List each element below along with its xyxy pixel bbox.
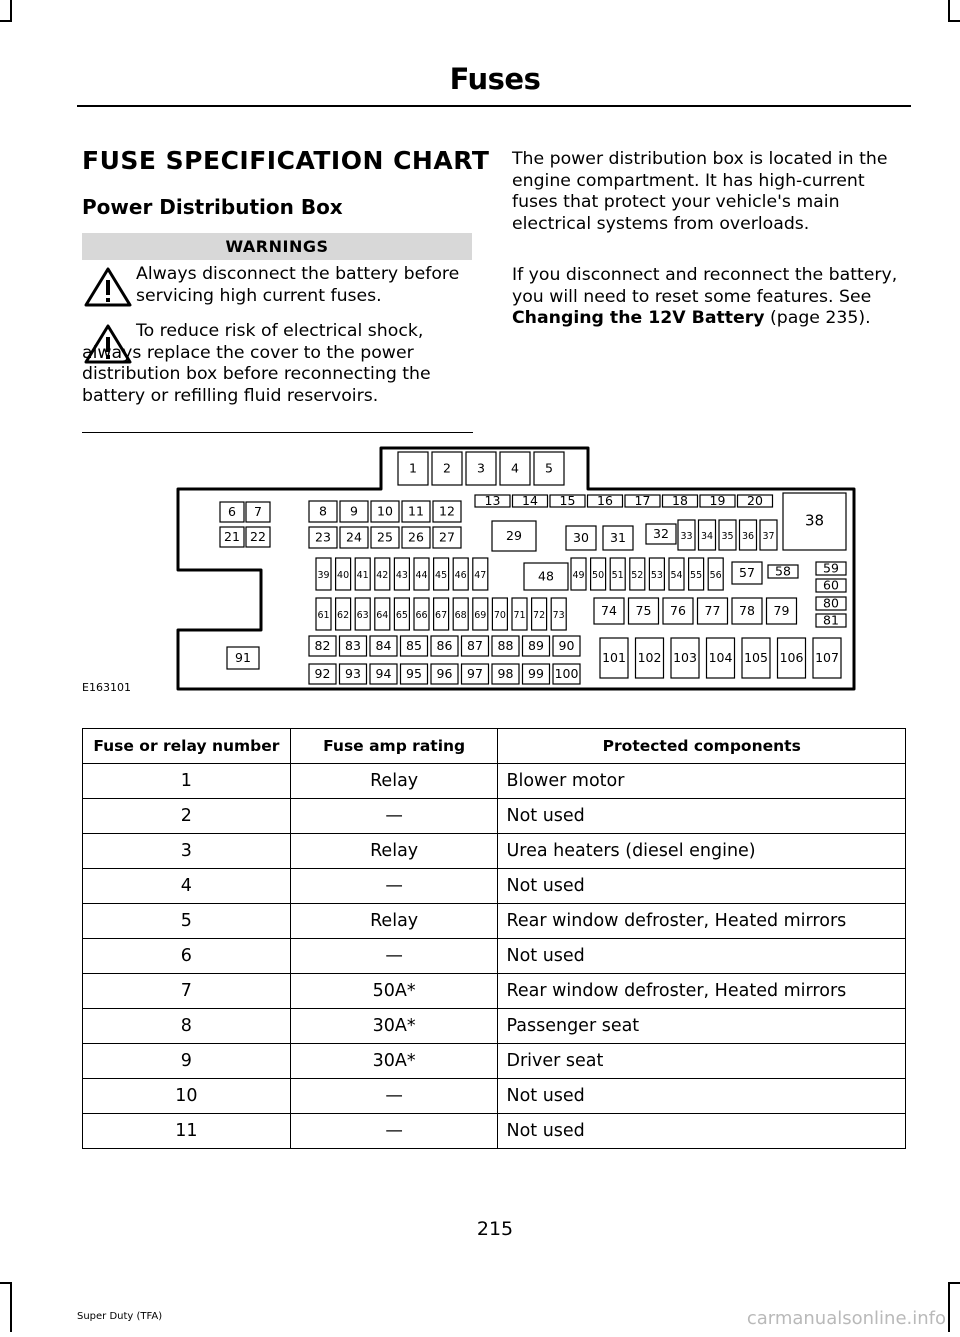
- amp-rating-cell: —: [290, 869, 498, 904]
- fuse-label: 50: [592, 570, 605, 581]
- fuse-label: 4: [511, 460, 519, 476]
- warning-text: To reduce risk of electrical shock, always replace the cover to the power distribution box before reconnecting the battery or refilling fluid reservoirs.: [82, 321, 431, 406]
- section-subtitle: Power Distribution Box: [82, 195, 343, 219]
- intro-text: (page 235).: [764, 308, 871, 328]
- protected-components-cell: Passenger seat: [498, 1009, 906, 1044]
- intro-text: If you disconnect and reconnect the battery, you will need to reset some features. See: [512, 265, 898, 307]
- fuse-label: 13: [484, 493, 501, 508]
- fuse-label: 26: [408, 529, 424, 545]
- fuse-label: 86: [436, 638, 453, 653]
- fuse-label: 100: [554, 666, 579, 681]
- fuse-label: 64: [376, 610, 389, 621]
- header-divider: [77, 105, 911, 107]
- amp-rating-cell: 30A*: [290, 1044, 498, 1079]
- fuse-label: 78: [739, 603, 755, 618]
- crop-mark: [10, 1282, 12, 1332]
- fuse-label: 73: [552, 610, 565, 621]
- fuse-label: 88: [497, 638, 514, 653]
- fuse-label: 22: [250, 529, 266, 544]
- warnings-divider: [82, 432, 473, 433]
- intro-paragraph: [512, 265, 907, 330]
- section-title: FUSE SPECIFICATION CHART: [82, 146, 490, 175]
- fuse-label: 31: [610, 530, 626, 545]
- fuse-label: 40: [337, 570, 350, 581]
- watermark: carmanualsonline.info: [746, 1308, 946, 1329]
- fuse-number-cell: 1: [83, 764, 291, 799]
- fuse-label: 94: [375, 666, 392, 681]
- fuse-label: 17: [634, 493, 651, 508]
- fuse-label: 90: [558, 638, 575, 653]
- fuse-label: 106: [779, 650, 804, 665]
- fuse-number-cell: 2: [83, 799, 291, 834]
- fuse-number-cell: 9: [83, 1044, 291, 1079]
- fuse-label: 79: [773, 603, 790, 618]
- fuse-label: 84: [375, 638, 392, 653]
- cross-reference-link[interactable]: Changing the 12V Battery: [512, 308, 765, 328]
- fuse-label: 67: [435, 610, 448, 621]
- fuse-label: 43: [395, 570, 408, 581]
- crop-mark: [948, 1282, 960, 1284]
- table-row: [83, 939, 906, 974]
- footer-edition: Super Duty (TFA): [77, 1311, 163, 1322]
- crop-mark: [948, 0, 950, 22]
- fuse-label: 96: [436, 666, 453, 681]
- page-header-title: Fuses: [449, 62, 541, 96]
- amp-rating-cell: Relay: [290, 764, 498, 799]
- fuse-label: 45: [435, 570, 448, 581]
- table-header-row: [83, 729, 906, 764]
- fuse-label: 62: [337, 610, 350, 621]
- amp-rating-cell: —: [290, 939, 498, 974]
- column-header: Protected components: [498, 729, 906, 764]
- fuse-label: 103: [673, 650, 697, 665]
- fuse-label: 55: [690, 570, 703, 581]
- fuse-label: 36: [741, 531, 755, 542]
- fuse-label: 42: [376, 570, 389, 581]
- fuse-label: 19: [709, 493, 726, 508]
- fuse-label: 15: [559, 493, 576, 508]
- fuse-label: 69: [474, 610, 487, 621]
- fuse-label: 37: [762, 531, 775, 542]
- fuse-label: 63: [356, 610, 369, 621]
- table-row: [83, 1114, 906, 1149]
- protected-components-cell: Rear window defroster, Heated mirrors: [498, 904, 906, 939]
- fuse-label: 92: [314, 666, 331, 681]
- fuse-label: 68: [454, 610, 467, 621]
- fuse-label: 105: [744, 650, 768, 665]
- fuse-label: 25: [377, 529, 393, 545]
- fuse-label: 97: [467, 666, 483, 681]
- fuse-label: 38: [804, 511, 825, 530]
- amp-rating-cell: —: [290, 1114, 498, 1149]
- fuse-label: 33: [680, 531, 693, 542]
- fuse-label: 16: [597, 493, 613, 508]
- protected-components-cell: Not used: [498, 939, 906, 974]
- fuse-label: 58: [775, 563, 791, 579]
- fuse-number-cell: 3: [83, 834, 291, 869]
- fuse-label: 72: [533, 610, 546, 621]
- fuse-label: 60: [823, 577, 839, 593]
- fuse-label: 56: [709, 570, 722, 581]
- table-row: [83, 834, 906, 869]
- table-row: [83, 1079, 906, 1114]
- fuse-label: 52: [631, 570, 644, 581]
- fuse-number-cell: 11: [83, 1114, 291, 1149]
- fuse-label: 46: [454, 570, 467, 581]
- column-header: Fuse amp rating: [290, 729, 498, 764]
- fuse-label: 70: [493, 610, 506, 621]
- fuse-label: 1: [409, 460, 417, 476]
- warning-text: Always disconnect the battery before servicing high current fuses.: [136, 264, 460, 306]
- fuse-label: 47: [474, 570, 487, 581]
- fuse-label: 98: [497, 666, 514, 681]
- fuse-label: 34: [700, 531, 714, 542]
- protected-components-cell: Driver seat: [498, 1044, 906, 1079]
- fuse-label: 59: [823, 560, 839, 576]
- fuse-box-diagram: [82, 440, 912, 700]
- fuse-label: 54: [670, 570, 683, 581]
- fuse-label: 89: [528, 638, 544, 653]
- fuse-label: 2: [443, 460, 451, 476]
- fuse-label: 107: [815, 650, 839, 665]
- fuse-label: 14: [522, 493, 538, 508]
- fuse-label: 95: [406, 666, 422, 681]
- amp-rating-cell: —: [290, 1079, 498, 1114]
- fuse-label: 23: [315, 529, 331, 545]
- fuse-label: 81: [823, 612, 839, 628]
- fuse-label: 24: [346, 529, 362, 545]
- diagram-code: E163101: [82, 681, 131, 694]
- fuse-label: 76: [670, 603, 686, 618]
- crop-mark: [10, 0, 12, 22]
- fuse-label: 104: [708, 650, 733, 665]
- table-row: [83, 1044, 906, 1079]
- fuse-label: 77: [704, 603, 721, 618]
- page-number: 215: [476, 1218, 514, 1240]
- fuse-label: 93: [345, 666, 361, 681]
- fuse-label: 11: [408, 503, 424, 519]
- fuse-label: 44: [415, 570, 428, 581]
- fuse-number-cell: 5: [83, 904, 291, 939]
- warning-triangle-icon: [84, 266, 132, 308]
- warnings-heading: WARNINGS: [82, 233, 472, 260]
- fuse-label: 12: [439, 503, 455, 519]
- fuse-label: 83: [345, 638, 361, 653]
- fuse-label: 85: [406, 638, 422, 653]
- fuse-label: 99: [528, 666, 544, 681]
- fuse-number-cell: 4: [83, 869, 291, 904]
- fuse-label: 18: [672, 493, 688, 508]
- crop-mark: [948, 20, 960, 22]
- fuse-label: 32: [653, 526, 669, 541]
- fuse-label: 39: [317, 570, 330, 581]
- protected-components-cell: Urea heaters (diesel engine): [498, 834, 906, 869]
- amp-rating-cell: 30A*: [290, 1009, 498, 1044]
- fuse-label: 74: [601, 603, 617, 618]
- protected-components-cell: Not used: [498, 1114, 906, 1149]
- table-row: [83, 764, 906, 799]
- fuse-label: 27: [439, 529, 455, 545]
- fuse-label: 8: [319, 503, 327, 519]
- fuse-label: 7: [254, 504, 262, 519]
- fuse-label: 20: [747, 493, 763, 508]
- fuse-number-cell: 10: [83, 1079, 291, 1114]
- table-row: [83, 1009, 906, 1044]
- crop-mark: [0, 1282, 12, 1284]
- crop-mark: [0, 20, 12, 22]
- fuse-label: 41: [356, 570, 369, 581]
- fuse-label: 35: [721, 531, 734, 542]
- fuse-label: 61: [317, 610, 330, 621]
- fuse-label: 9: [350, 503, 358, 519]
- protected-components-cell: Not used: [498, 869, 906, 904]
- fuse-label: 102: [637, 650, 662, 665]
- fuse-number-cell: 8: [83, 1009, 291, 1044]
- fuse-label: 29: [506, 528, 522, 543]
- protected-components-cell: Not used: [498, 1079, 906, 1114]
- fuse-label: 48: [538, 568, 554, 584]
- fuse-label: 66: [415, 610, 428, 621]
- amp-rating-cell: Relay: [290, 904, 498, 939]
- protected-components-cell: Rear window defroster, Heated mirrors: [498, 974, 906, 1009]
- fuse-label: 82: [314, 638, 331, 653]
- fuse-label: 57: [739, 565, 755, 580]
- fuse-label: 49: [572, 570, 585, 581]
- fuse-label: 80: [823, 595, 839, 611]
- crop-mark: [948, 1282, 950, 1332]
- fuse-label: 71: [513, 610, 526, 621]
- fuse-label: 53: [650, 570, 663, 581]
- fuse-table: [82, 728, 906, 1149]
- amp-rating-cell: 50A*: [290, 974, 498, 1009]
- column-header: Fuse or relay number: [83, 729, 291, 764]
- fuse-label: 51: [611, 570, 624, 581]
- fuse-label: 87: [467, 638, 483, 653]
- table-row: [83, 869, 906, 904]
- table-row: [83, 904, 906, 939]
- table-row: [83, 974, 906, 1009]
- table-row: [83, 799, 906, 834]
- protected-components-cell: Blower motor: [498, 764, 906, 799]
- amp-rating-cell: Relay: [290, 834, 498, 869]
- amp-rating-cell: —: [290, 799, 498, 834]
- fuse-label: 21: [224, 529, 240, 544]
- fuse-label: 30: [573, 530, 589, 545]
- fuse-label: 5: [545, 460, 553, 476]
- fuse-number-cell: 6: [83, 939, 291, 974]
- intro-paragraph: The power distribution box is located in the engine compartment. It has high-current fuses that protect your vehicle's main electrical systems from overloads.: [512, 149, 888, 234]
- fuse-label: 6: [228, 504, 236, 519]
- fuse-label: 10: [377, 503, 393, 519]
- fuse-number-cell: 7: [83, 974, 291, 1009]
- fuse-label: 91: [235, 650, 251, 665]
- fuse-label: 75: [635, 603, 652, 618]
- fuse-label: 101: [602, 650, 626, 665]
- fuse-label: 65: [395, 610, 408, 621]
- protected-components-cell: Not used: [498, 799, 906, 834]
- fuse-label: 3: [477, 460, 485, 476]
